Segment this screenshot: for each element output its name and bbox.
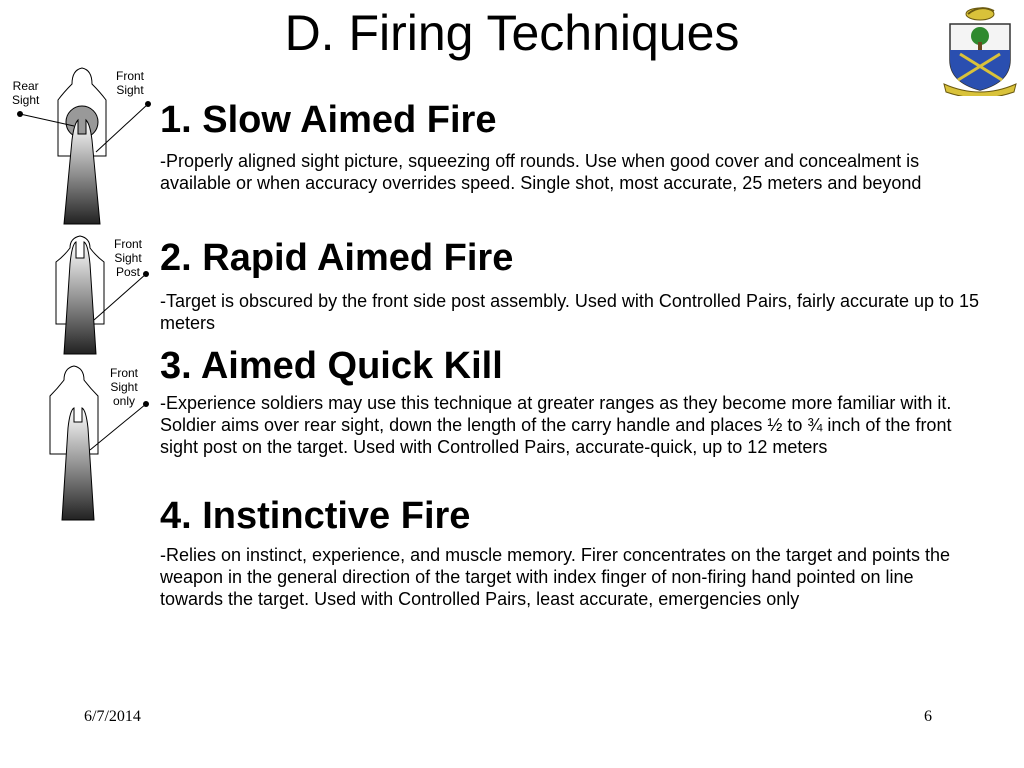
- aimed-quick-kill-sight-figure: [12, 364, 162, 522]
- footer-date: 6/7/2014: [84, 708, 141, 725]
- section-body: -Experience soldiers may use this technique at greater ranges as they become more familiar with it. Soldier aims over rear sight, down the length of the carry handle and places ½ to ¾ inch of the front sight post on the target. Used with Controlled Pairs, accurate-quick, up to 12 meters: [160, 393, 952, 457]
- section-slow-aimed-fire: [160, 98, 980, 194]
- front-sight-label: Front Sight: [116, 69, 145, 97]
- regimental-crest-icon: [938, 2, 1022, 96]
- section-body: -Relies on instinct, experience, and muscle memory. Firer concentrates on the target and points the weapon in the general direction of the target with index finger of non-firing hand pointed on line towards the target. Used with Controlled Pairs, least accurate, emergencies only: [160, 545, 951, 609]
- section-heading: 4. Instinctive Fire: [160, 495, 471, 537]
- front-sight-only-label: Front Sight only: [110, 366, 139, 408]
- rear-sight-label: Rear Sight: [12, 79, 40, 107]
- front-sight-post-label: Front Sight Post: [114, 237, 143, 279]
- page-number: 6: [924, 708, 932, 725]
- section-rapid-aimed-fire: [160, 236, 980, 334]
- section-instinctive-fire: [160, 494, 980, 610]
- section-heading: 1. Slow Aimed Fire: [160, 99, 497, 141]
- section-aimed-quick-kill: [160, 344, 980, 458]
- slide-title: D. Firing Techniques: [284, 5, 740, 61]
- section-heading: 2. Rapid Aimed Fire: [160, 237, 514, 279]
- section-body: -Target is obscured by the front side post assembly. Used with Controlled Pairs, fairly accurate up to 15 meters: [160, 291, 980, 333]
- section-heading: 3. Aimed Quick Kill: [160, 345, 503, 387]
- section-body: -Properly aligned sight picture, squeezing off rounds. Use when good cover and concealment is available or when accuracy overrides speed. Single shot, most accurate, 25 meters and beyond: [160, 151, 922, 193]
